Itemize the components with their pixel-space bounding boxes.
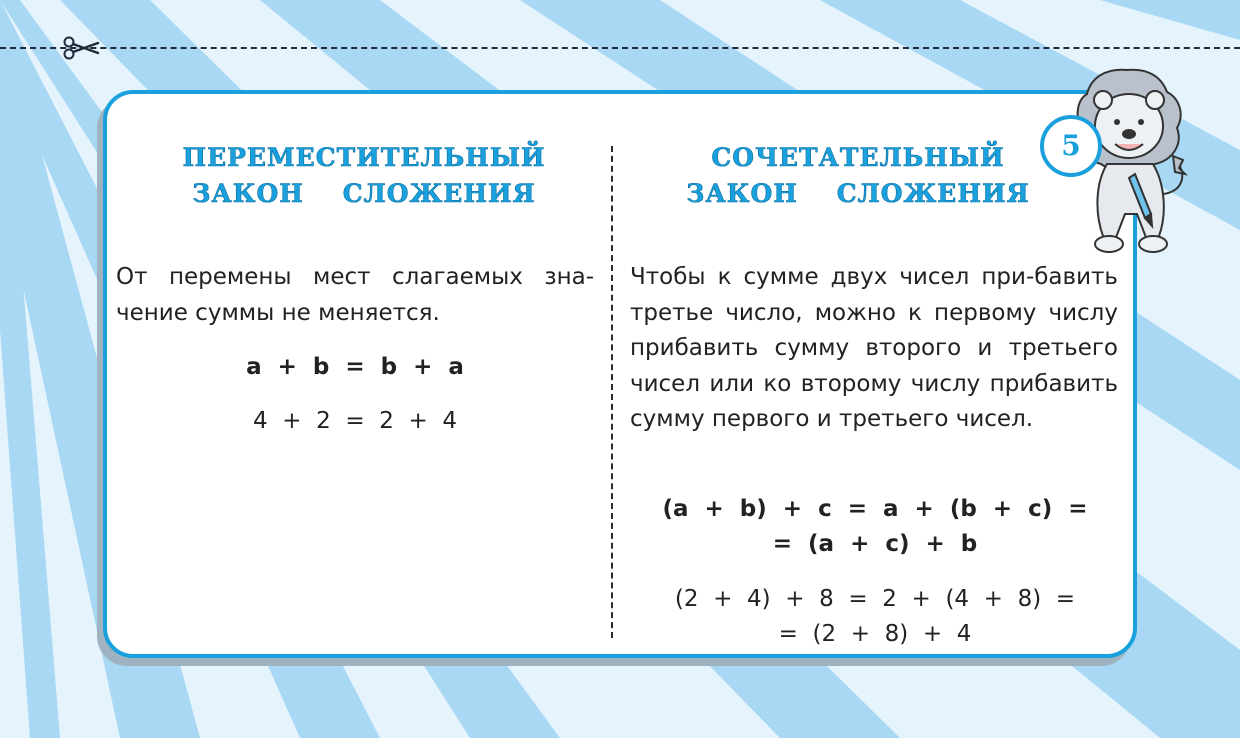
right-title-line1: СОЧЕТАТЕЛЬНЫЙ	[711, 143, 1005, 172]
scissors-icon	[62, 36, 102, 60]
right-rule-text: Чтобы к сумме двух чисел при-бавить третье число, можно к первому числу прибавить сумму второго и третьего чисел или ко второму числу прибавить сумму первого и третьего чисел.	[630, 264, 1118, 432]
left-title-line1: ПЕРЕМЕСТИТЕЛЬНЫЙ	[182, 143, 546, 172]
page-number-badge: 5	[1040, 115, 1102, 177]
cut-line	[0, 47, 1240, 49]
column-divider	[611, 146, 613, 638]
right-example-line2: = (2 + 8) + 4	[778, 621, 972, 647]
left-formula: a + b = b + a	[246, 354, 464, 380]
left-title	[116, 140, 612, 212]
right-title	[632, 140, 1084, 212]
right-formula-line2: = (a + c) + b	[772, 531, 978, 557]
right-title-line2: ЗАКОН СЛОЖЕНИЯ	[686, 179, 1030, 208]
left-title-line2: ЗАКОН СЛОЖЕНИЯ	[192, 179, 536, 208]
right-example-line1: (2 + 4) + 8 = 2 + (4 + 8) =	[674, 586, 1076, 612]
right-formula-line1: (a + b) + c = a + (b + c) =	[662, 496, 1088, 522]
left-rule-text: От перемены мест слагаемых зна-чение суммы не меняется.	[116, 264, 594, 326]
left-example: 4 + 2 = 2 + 4	[252, 408, 458, 434]
